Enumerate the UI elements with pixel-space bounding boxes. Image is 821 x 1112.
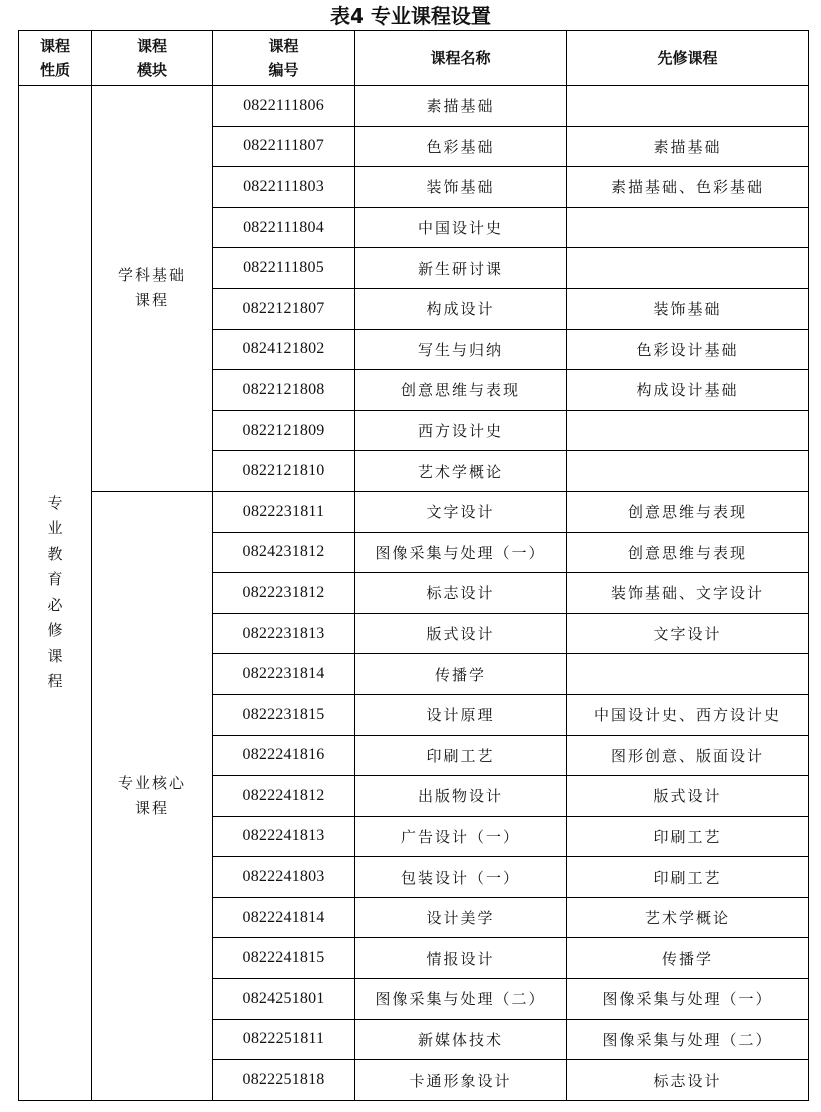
course-name: 素描基础 (355, 86, 567, 127)
prerequisite: 标志设计 (567, 1060, 809, 1101)
course-code: 0822231812 (213, 573, 355, 614)
prerequisite: 装饰基础 (567, 288, 809, 329)
course-code: 0822241816 (213, 735, 355, 776)
course-code: 0822241814 (213, 897, 355, 938)
course-name: 印刷工艺 (355, 735, 567, 776)
course-name: 西方设计史 (355, 410, 567, 451)
course-code: 0822251818 (213, 1060, 355, 1101)
course-name: 图像采集与处理（一） (355, 532, 567, 573)
prerequisite: 印刷工艺 (567, 857, 809, 898)
course-nature-label: 专业教育必修课程 (47, 493, 63, 691)
course-name: 构成设计 (355, 288, 567, 329)
prerequisite: 素描基础、色彩基础 (567, 167, 809, 208)
course-name: 设计原理 (355, 694, 567, 735)
prerequisite (567, 410, 809, 451)
course-name: 装饰基础 (355, 167, 567, 208)
course-name: 艺术学概论 (355, 451, 567, 492)
course-name: 设计美学 (355, 897, 567, 938)
course-code: 0822231813 (213, 613, 355, 654)
course-name: 广告设计（一） (355, 816, 567, 857)
course-code: 0822111805 (213, 248, 355, 289)
course-name: 文字设计 (355, 491, 567, 532)
course-code: 0824121802 (213, 329, 355, 370)
course-module-label: 专业核心课程 (117, 773, 186, 817)
course-name: 图像采集与处理（二） (355, 979, 567, 1020)
course-name: 传播学 (355, 654, 567, 695)
course-code: 0822251811 (213, 1019, 355, 1060)
course-name: 写生与归纳 (355, 329, 567, 370)
header-prerequisite: 先修课程 (567, 31, 809, 86)
prerequisite: 创意思维与表现 (567, 491, 809, 532)
prerequisite: 创意思维与表现 (567, 532, 809, 573)
course-code: 0822241812 (213, 776, 355, 817)
prerequisite: 中国设计史、西方设计史 (567, 694, 809, 735)
course-code: 0822111804 (213, 207, 355, 248)
course-name: 标志设计 (355, 573, 567, 614)
course-name: 出版物设计 (355, 776, 567, 817)
prerequisite: 文字设计 (567, 613, 809, 654)
prerequisite (567, 207, 809, 248)
course-code: 0822241813 (213, 816, 355, 857)
header-row (19, 31, 809, 86)
prerequisite: 图像采集与处理（一） (567, 979, 809, 1020)
table-row (19, 86, 809, 127)
header-course-name: 课程名称 (355, 31, 567, 86)
prerequisite: 素描基础 (567, 126, 809, 167)
course-table (18, 30, 809, 1101)
course-code: 0822121809 (213, 410, 355, 451)
course-code: 0822121808 (213, 370, 355, 411)
prerequisite: 图形创意、版面设计 (567, 735, 809, 776)
table-title: 表4 专业课程设置 (330, 4, 491, 28)
prerequisite: 印刷工艺 (567, 816, 809, 857)
course-code: 0822111806 (213, 86, 355, 127)
course-code: 0824251801 (213, 979, 355, 1020)
prerequisite: 构成设计基础 (567, 370, 809, 411)
prerequisite: 传播学 (567, 938, 809, 979)
prerequisite: 色彩设计基础 (567, 329, 809, 370)
prerequisite: 艺术学概论 (567, 897, 809, 938)
course-nature-cell (19, 86, 92, 1101)
course-module-cell (92, 86, 213, 492)
prerequisite (567, 654, 809, 695)
course-name: 情报设计 (355, 938, 567, 979)
course-code: 0824231812 (213, 532, 355, 573)
course-code: 0822231811 (213, 491, 355, 532)
course-name: 新生研讨课 (355, 248, 567, 289)
header-course-module: 课程 模块 (92, 31, 213, 86)
course-code: 0822241803 (213, 857, 355, 898)
course-code: 0822231814 (213, 654, 355, 695)
prerequisite: 版式设计 (567, 776, 809, 817)
course-code: 0822241815 (213, 938, 355, 979)
course-module-label: 学科基础课程 (117, 266, 186, 310)
course-name: 版式设计 (355, 613, 567, 654)
prerequisite (567, 451, 809, 492)
course-name: 色彩基础 (355, 126, 567, 167)
prerequisite (567, 248, 809, 289)
prerequisite (567, 86, 809, 127)
course-code: 0822231815 (213, 694, 355, 735)
table-row (19, 491, 809, 532)
course-module-cell (92, 491, 213, 1100)
course-name: 新媒体技术 (355, 1019, 567, 1060)
course-name: 包装设计（一） (355, 857, 567, 898)
course-code: 0822111803 (213, 167, 355, 208)
prerequisite: 装饰基础、文字设计 (567, 573, 809, 614)
prerequisite: 图像采集与处理（二） (567, 1019, 809, 1060)
header-course-nature: 课程 性质 (19, 31, 92, 86)
course-name: 卡通形象设计 (355, 1060, 567, 1101)
course-code: 0822111807 (213, 126, 355, 167)
course-name: 中国设计史 (355, 207, 567, 248)
header-course-code: 课程 编号 (213, 31, 355, 86)
course-code: 0822121807 (213, 288, 355, 329)
course-name: 创意思维与表现 (355, 370, 567, 411)
course-code: 0822121810 (213, 451, 355, 492)
